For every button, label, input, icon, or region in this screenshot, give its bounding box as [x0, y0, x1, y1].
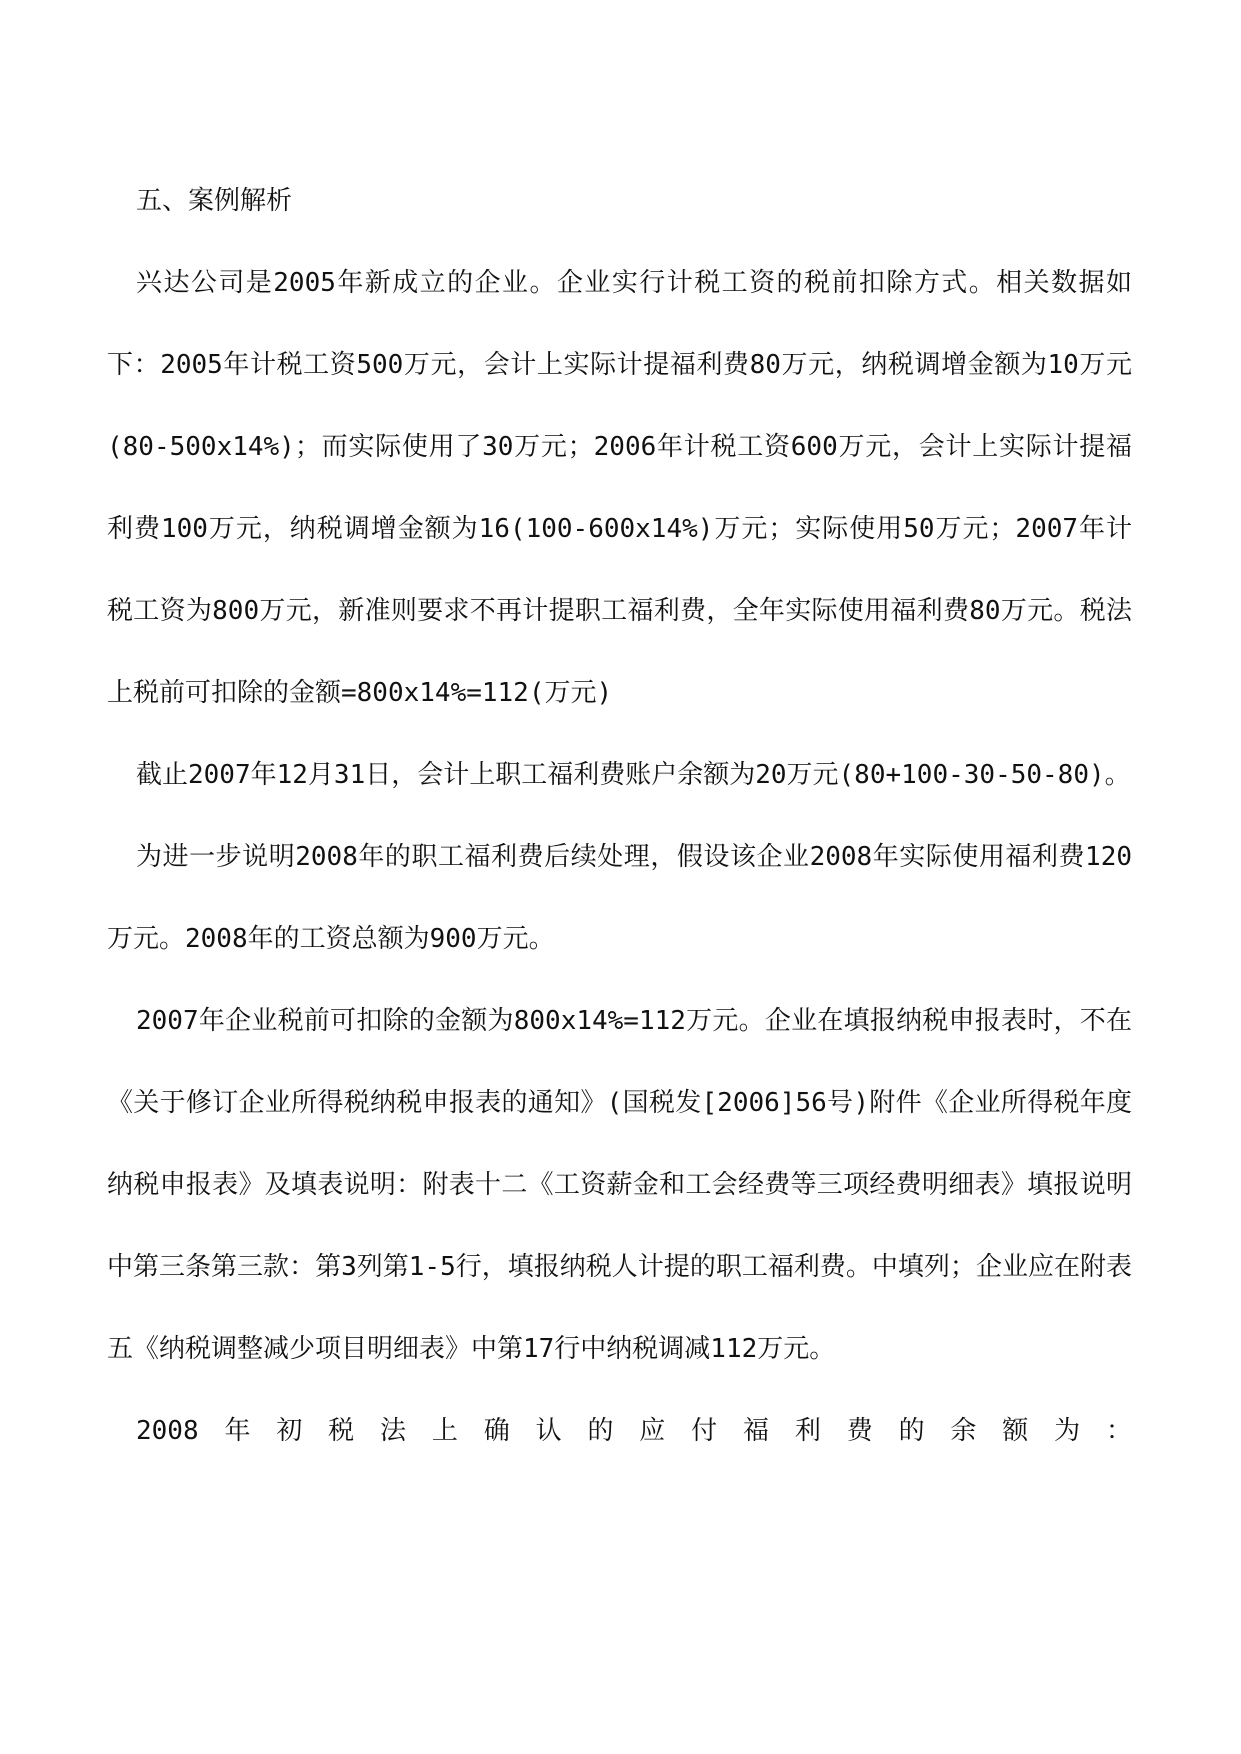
case-paragraph-2: 截止2007年12月31日，会计上职工福利费账户余额为20万元(80+100-30-50-80)。: [136, 760, 1131, 790]
document-body: [107, 160, 1132, 1472]
case-paragraph-1: 兴达公司是2005年新成立的企业。企业实行计税工资的税前扣除方式。相关数据如下：2005年计税工资500万元，会计上实际计提福利费80万元，纳税调增金额为10万元(80-500x14%)；而实际使用了30万元；2006年计税工资600万元，会计上实际计提福利费100万元，纳税调增金额为16(100-600x14%)万元；实际使用50万元；2007年计税工资为800万元，新准则要求不再计提职工福利费，全年实际使用福利费80万元。税法上税前可扣除的金额=800x14%=112(万元): [107, 268, 1132, 708]
case-paragraph-3: 为进一步说明2008年的职工福利费后续处理，假设该企业2008年实际使用福利费120万元。2008年的工资总额为900万元。: [107, 842, 1132, 954]
case-paragraph-5: 2008年初税法上确认的应付福利费的余额为：: [136, 1416, 1132, 1446]
case-paragraph-4: 2007年企业税前可扣除的金额为800x14%=112万元。企业在填报纳税申报表时，不在《关于修订企业所得税纳税申报表的通知》(国税发[2006]56号)附件《企业所得税年度纳税申报表》及填表说明：附表十二《工资薪金和工会经费等三项经费明细表》填报说明中第三条第三款：第3列第1-5行，填报纳税人计提的职工福利费。中填列；企业应在附表五《纳税调整减少项目明细表》中第17行中纳税调减112万元。: [107, 1006, 1132, 1364]
section-heading: 五、案例解析: [136, 186, 293, 216]
